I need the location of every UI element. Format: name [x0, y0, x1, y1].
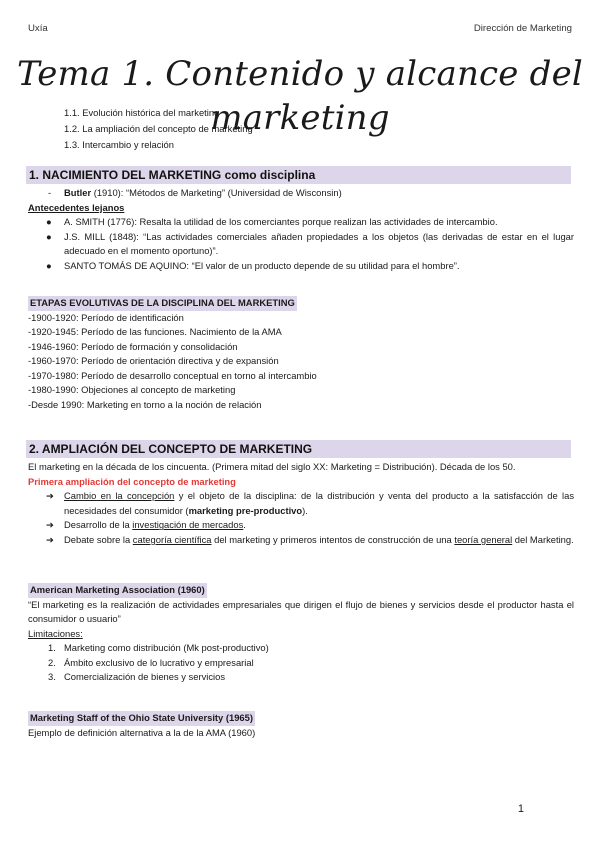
- list-item-text: Desarrollo de la: [64, 519, 133, 531]
- list-item-text: Debate sobre la: [64, 533, 133, 545]
- list-item: [28, 259, 574, 274]
- page-number: 1: [517, 802, 524, 815]
- butler-rest: (1910): “Métodos de Marketing” (Universidad de Wisconsin): [91, 187, 342, 198]
- ampliacion-list: [28, 489, 574, 547]
- arrow-right-icon: ➔: [46, 533, 54, 545]
- list-number: 2.: [48, 656, 56, 668]
- antecedentes-label: Antecedentes lejanos: [28, 201, 125, 213]
- ama-heading: American Marketing Association (1960): [28, 583, 207, 598]
- list-item-text: Marketing como distribución (Mk post-productivo): [64, 642, 269, 654]
- underlined-text: Cambio en la concepción: [64, 490, 175, 502]
- table-of-contents: [64, 105, 253, 153]
- header-subject: Dirección de Marketing: [473, 23, 572, 34]
- etapa-item: -1960-1970: Período de orientación directiva y de expansión: [28, 355, 279, 367]
- limitaciones-label: Limitaciones:: [28, 627, 83, 639]
- list-item: [28, 656, 574, 671]
- list-item-text: del marketing y primeros intentos de construcción de una: [211, 533, 455, 545]
- toc-item: 1.3. Intercambio y relación: [64, 139, 174, 150]
- ama-quote: “El marketing es la realización de actividades empresariales que dirigen el flujo de bienes y servicios desde el productor hasta el consumidor o usuario”: [28, 598, 574, 625]
- limitaciones-list: [28, 641, 574, 685]
- dash-marker: -: [48, 187, 52, 198]
- ohio-heading: Marketing Staff of the Ohio State University (1965): [28, 711, 255, 726]
- limitaciones-text: Limitaciones: [28, 627, 81, 639]
- ohio-text: Ejemplo de definición alternativa a la de la AMA (1960): [28, 726, 256, 738]
- etapa-item: -1920-1945: Período de las funciones. Nacimiento de la AMA: [28, 326, 282, 338]
- list-item-text: .: [243, 519, 246, 531]
- underlined-text: investigación de mercados: [132, 519, 244, 531]
- etapas-block: [28, 296, 574, 413]
- arrow-right-icon: ➔: [46, 519, 54, 531]
- underlined-text: categoría científica: [132, 533, 212, 545]
- bold-text: marketing pre-productivo: [188, 504, 303, 516]
- toc-item: 1.2. La ampliación del concepto de marketing: [64, 123, 253, 134]
- etapa-item: -1900-1920: Período de identificación: [28, 311, 184, 323]
- arrow-right-icon: ➔: [46, 490, 54, 502]
- toc-item: 1.1. Evolución histórica del marketing: [64, 107, 220, 118]
- bullet-dot-icon: ●: [46, 259, 52, 271]
- s2-intro: El marketing en la década de los cincuenta. (Primera mitad del siglo XX: Marketing = Distribución). Década de los 50.: [28, 461, 516, 472]
- list-item: [28, 670, 574, 685]
- list-item: [28, 518, 574, 533]
- bullet-dot-icon: ●: [46, 216, 52, 228]
- list-item: [28, 641, 574, 656]
- butler-name: Butler: [64, 187, 92, 198]
- list-number: 3.: [48, 671, 56, 683]
- list-item-text: Comercialización de bienes y servicios: [64, 671, 226, 683]
- list-item-text: A. SMITH (1776): Resalta la utilidad de los comerciantes porque realizan las actividades de intercambio.: [64, 216, 498, 228]
- section-heading-1: 1. NACIMIENTO DEL MARKETING como disciplina: [26, 166, 571, 184]
- section-heading-2: 2. AMPLIACIÓN DEL CONCEPTO DE MARKETING: [26, 440, 571, 458]
- list-item: [28, 489, 574, 518]
- etapa-item: -Desde 1990: Marketing en torno a la noción de relación: [28, 399, 262, 411]
- s1-content: [28, 186, 574, 273]
- ohio-block: [28, 711, 574, 740]
- list-item: [28, 533, 574, 548]
- s2-content: [28, 460, 574, 547]
- page-title: Tema 1. Contenido y alcance del marketing: [16, 54, 583, 138]
- ama-block: [28, 583, 574, 685]
- list-item-text: y el objeto de la disciplina: de la distribución y venta del producto a la satisfacción de las necesidades del consumidor (: [64, 490, 575, 516]
- list-item-text: J.S. MILL (1848): “Las actividades comerciales añaden propiedades a los objetos (las derivadas de estar en el lugar adecuado en el momento oportuno)”.: [64, 230, 574, 257]
- bullet-dot-icon: ●: [46, 230, 52, 242]
- list-item-text: Ámbito exclusivo de lo lucrativo y empresarial: [64, 656, 254, 668]
- list-item-text: SANTO TOMÁS DE AQUINO: “El valor de un producto depende de su utilidad para el hombre”.: [64, 259, 460, 271]
- antecedentes-list: [28, 215, 574, 273]
- header-author: Uxía: [28, 23, 48, 34]
- etapa-item: -1970-1980: Período de desarrollo conceptual en torno al intercambio: [28, 369, 317, 381]
- list-number: 1.: [48, 642, 56, 654]
- etapa-item: -1946-1960: Período de formación y consolidación: [28, 340, 238, 352]
- list-item: [28, 215, 574, 230]
- etapa-item: -1980-1990: Objeciones al concepto de marketing: [28, 384, 236, 396]
- etapas-heading: ETAPAS EVOLUTIVAS DE LA DISCIPLINA DEL MARKETING: [28, 296, 297, 311]
- list-item: [28, 230, 574, 259]
- butler-line: [28, 186, 574, 201]
- underlined-text: teoría general: [454, 533, 513, 545]
- list-item-text: ).: [302, 504, 308, 516]
- primera-ampliacion: Primera ampliación del concepto de marketing: [28, 475, 236, 487]
- list-item-text: del Marketing.: [512, 533, 574, 545]
